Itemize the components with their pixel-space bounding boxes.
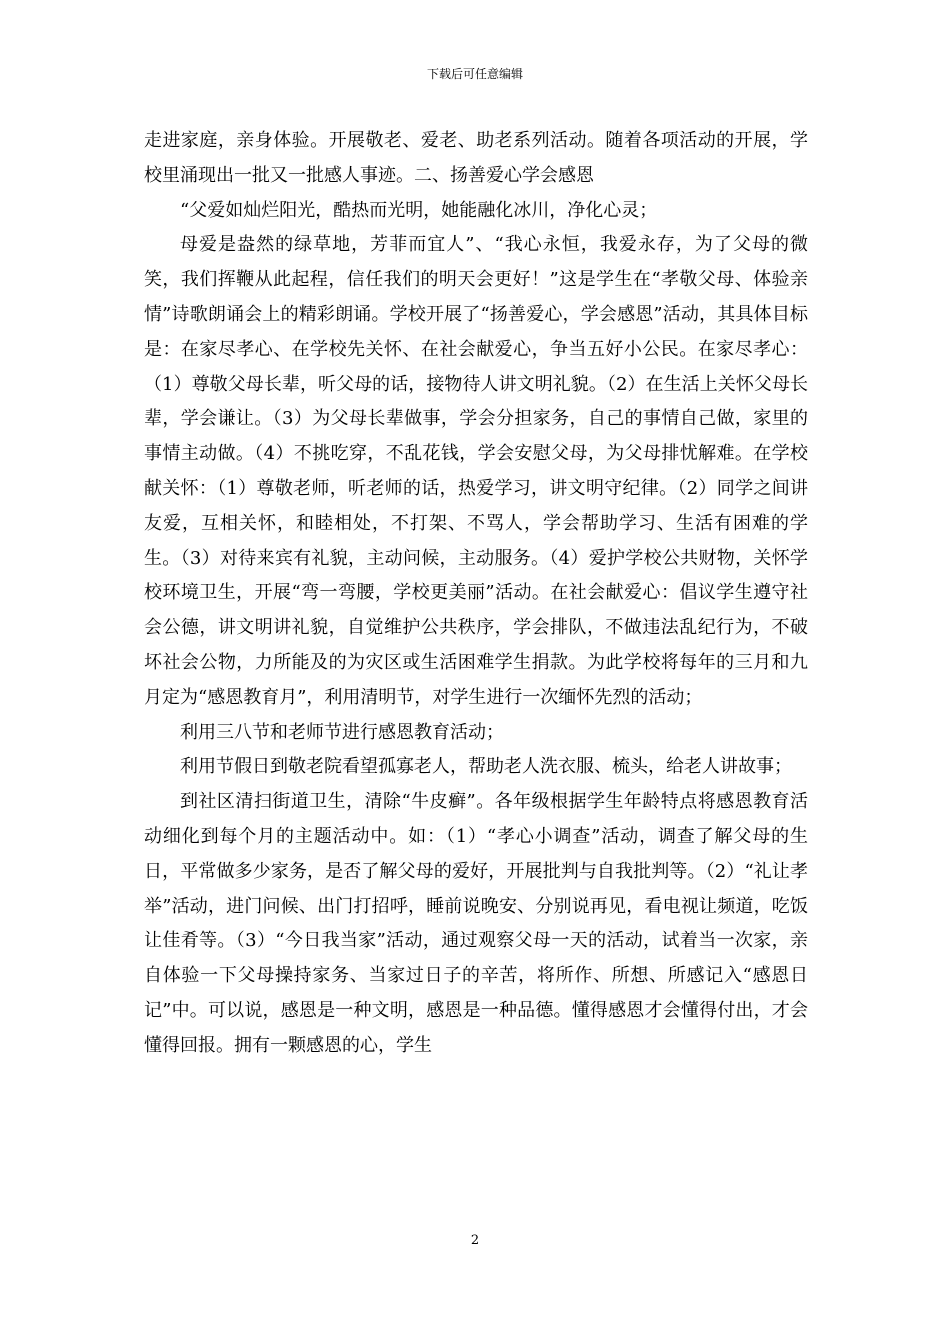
paragraph: 母爱是盎然的绿草地，芳菲而宜人”、“我心永恒，我爱永存，为了父母的微笑，我们挥鞭从此起程，信任我们的明天会更好！”这是学生在“孝敬父母、体验亲情”诗歌朗诵会上的精彩朗诵。学校开展了“扬善爱心，学会感恩”活动，其具体目标是：在家尽孝心、在学校先关怀、在社会献爱心，争当五好小公民。在家尽孝心：（1）尊敬父母长辈，听父母的话，接物待人讲文明礼貌。（2）在生活上关怀父母长辈，学会谦让。（3）为父母长辈做事，学会分担家务，自己的事情自己做，家里的事情主动做。（4）不挑吃穿，不乱花钱，学会安慰父母，为父母排忧解难。在学校献关怀：（1）尊敬老师，听老师的话，热爱学习，讲文明守纪律。（2）同学之间讲友爱，互相关怀，和睦相处，不打架、不骂人，学会帮助学习、生活有困难的学生。（3）对待来宾有礼貌，主动问候，主动服务。（4）爱护学校公共财物，关怀学校环境卫生，开展“弯一弯腰，学校更美丽”活动。在社会献爱心：倡议学生遵守社会公德，讲文明讲礼貌，自觉维护公共秩序，学会排队，不做违法乱纪行为，不破坏社会公物，力所能及的为灾区或生活困难学生捐款。为此学校将每年的三月和九月定为“感恩教育月”，利用清明节，对学生进行一次缅怀先烈的活动；: [144, 234, 808, 708]
page-header: 下载后可任意编辑: [426, 67, 523, 81]
paragraph: 利用节假日到敬老院看望孤寡老人，帮助老人洗衣服、梳头，给老人讲故事；: [180, 756, 792, 778]
paragraph: 利用三八节和老师节进行感恩教育活动；: [180, 721, 504, 743]
document-body: [144, 124, 808, 1064]
paragraph: “父爱如灿烂阳光，酷热而光明，她能融化冰川，净化心灵；: [180, 199, 658, 221]
page-number: 2: [470, 1233, 480, 1248]
paragraph-continuation: 走进家庭，亲身体验。开展敬老、爱老、助老系列活动。随着各项活动的开展，学校里涌现出一批又一批感人事迹。二、扬善爱心学会感恩: [144, 130, 808, 186]
paragraph: 到社区清扫街道卫生，清除“牛皮癣”。各年级根据学生年龄特点将感恩教育活动细化到每个月的主题活动中。如：（1）“孝心小调查”活动，调查了解父母的生日，平常做多少家务，是否了解父母的爱好，开展批判与自我批判等。（2）“礼让孝举”活动，进门问候、出门打招呼，睡前说晚安、分别说再见，看电视让频道，吃饭让佳肴等。（3）“今日我当家”活动，通过观察父母一天的活动，试着当一次家，亲自体验一下父母操持家务、当家过日子的辛苦，将所作、所想、所感记入“感恩日记”中。可以说，感恩是一种文明，感恩是一种品德。懂得感恩才会懂得付出，才会懂得回报。拥有一颗感恩的心，学生: [144, 791, 808, 1056]
